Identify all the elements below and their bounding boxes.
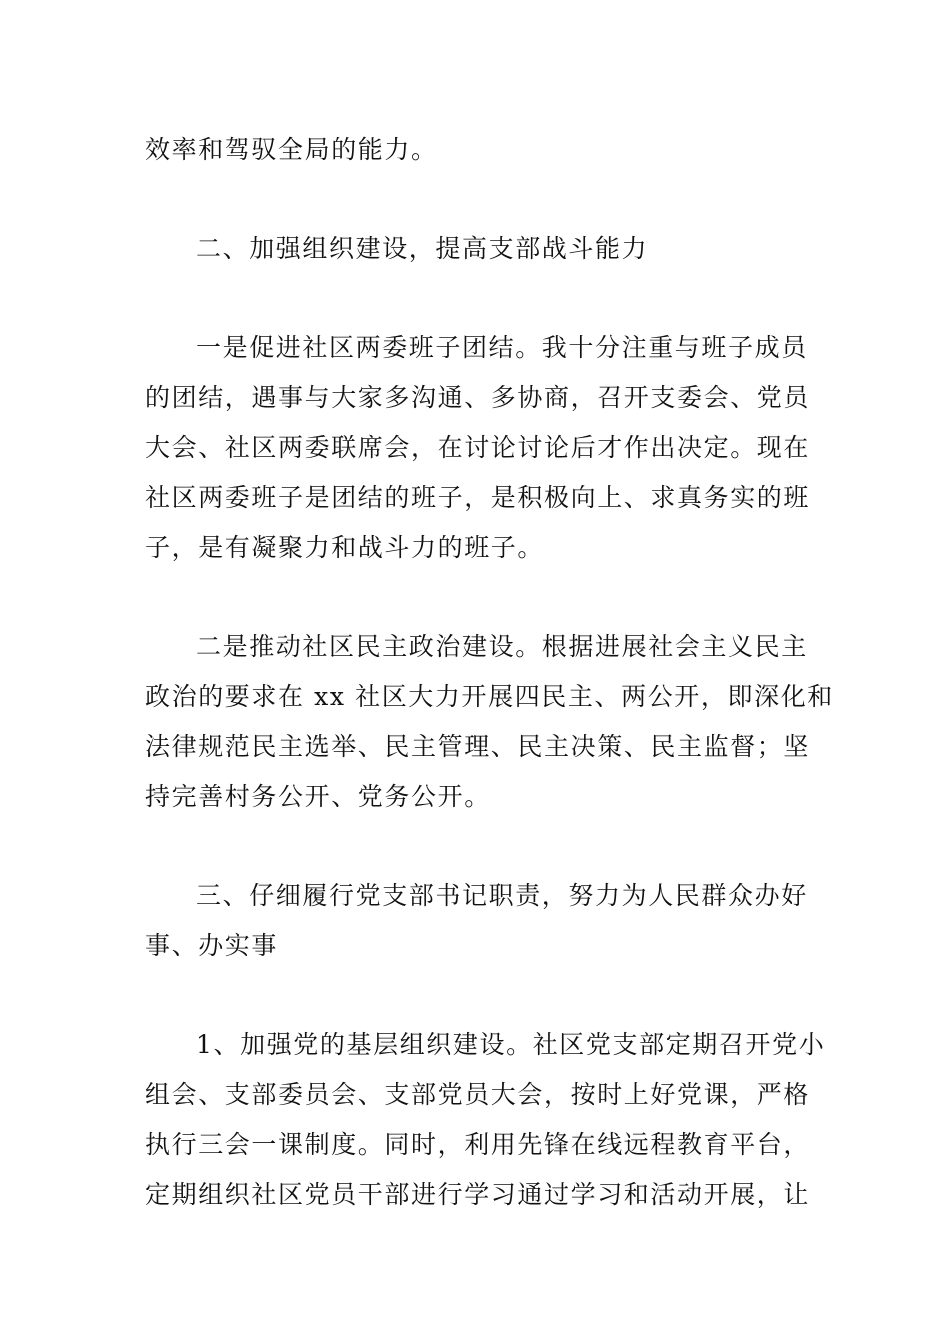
paragraph-1-line: 社区两委班子是团结的班子，是积极向上、求真务实的班 xyxy=(145,483,811,512)
paragraph-3-line: 1、加强党的基层组织建设。社区党支部定期召开党小 xyxy=(196,1030,826,1059)
paragraph-1-line: 一是促进社区两委班子团结。我十分注重与班子成员 xyxy=(196,333,808,362)
paragraph-2-line: 政治的要求在 xx 社区大力开展四民主、两公开，即深化和 xyxy=(145,682,834,711)
paragraph-1-line: 的团结，遇事与大家多沟通、多协商，召开支委会、党员 xyxy=(145,383,811,412)
paragraph-1-line: 大会、社区两委联席会，在讨论讨论后才作出决定。现在 xyxy=(145,433,811,462)
paragraph-2-line: 持完善村务公开、党务公开。 xyxy=(145,782,491,811)
paragraph-3-line: 定期组织社区党员干部进行学习通过学习和活动开展，让 xyxy=(145,1180,811,1209)
section-heading-2: 二、加强组织建设，提高支部战斗能力 xyxy=(196,234,649,263)
section-heading-3: 三、仔细履行党支部书记职责，努力为人民群众办好 xyxy=(196,881,808,910)
paragraph-3-line: 组会、支部委员会、支部党员大会，按时上好党课，严格 xyxy=(145,1080,811,1109)
paragraph-3-line: 执行三会一课制度。同时，利用先锋在线远程教育平台， xyxy=(145,1130,811,1159)
section-heading-3: 事、办实事 xyxy=(145,931,279,960)
paragraph-2-line: 法律规范民主选举、民主管理、民主决策、民主监督；坚 xyxy=(145,732,811,761)
paragraph-2-line: 二是推动社区民主政治建设。根据进展社会主义民主 xyxy=(196,632,808,661)
body-text-line: 效率和驾驭全局的能力。 xyxy=(145,135,438,164)
paragraph-1-line: 子，是有凝聚力和战斗力的班子。 xyxy=(145,533,545,562)
